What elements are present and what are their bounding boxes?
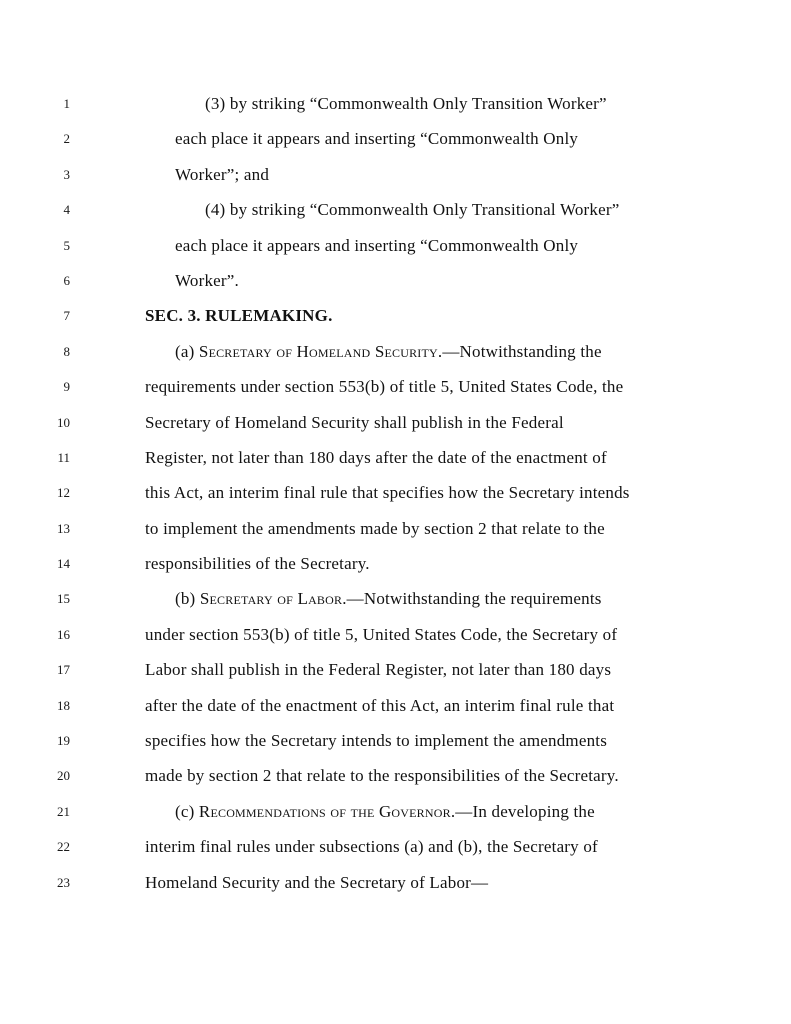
line-number: 10: [57, 414, 70, 430]
line-number: 23: [57, 874, 70, 890]
document-line: [0, 263, 791, 298]
bill-text-block: [0, 86, 791, 900]
text-segment-smallcaps: Secretary of Homeland Security: [198, 341, 438, 361]
line-text: [145, 758, 791, 793]
text-segment-normal: under section 553(b) of title 5, United States Code, the Secretary of: [145, 624, 618, 644]
text-segment-normal: .—Notwithstanding the: [437, 341, 602, 361]
text-segment-normal: interim final rules under subsections (a) and (b), the Secretary of: [145, 837, 598, 857]
line-number: 1: [63, 96, 70, 111]
line-number: 6: [63, 272, 70, 288]
text-segment-normal: Worker”.: [175, 270, 239, 290]
text-segment-normal: each place it appears and inserting “Commonwealth Only: [175, 235, 579, 255]
line-number: 4: [63, 202, 70, 218]
line-number: 12: [57, 485, 70, 501]
line-text: [145, 121, 791, 156]
line-number: 15: [57, 591, 70, 607]
text-segment-normal: requirements under section 553(b) of title 5, United States Code, the: [145, 377, 624, 397]
text-segment-normal: specifies how the Secretary intends to implement the amendments: [145, 731, 608, 751]
document-line: [0, 475, 791, 510]
text-segment-normal: .—Notwithstanding the requirements: [342, 589, 602, 609]
line-number: 16: [57, 626, 70, 642]
document-line: [0, 228, 791, 263]
text-segment-normal: Labor shall publish in the Federal Register, not later than 180 days: [145, 660, 612, 680]
text-segment-smallcaps: Secretary of Labor: [199, 589, 343, 609]
document-line: [0, 121, 791, 156]
line-text: [145, 263, 791, 298]
document-line: [0, 758, 791, 793]
line-text: [145, 794, 791, 829]
line-text: [145, 157, 791, 192]
line-text: [145, 440, 791, 475]
text-segment-normal: (3) by striking “Commonwealth Only Transition Worker”: [205, 94, 607, 113]
line-text: [145, 617, 791, 652]
document-line: [0, 794, 791, 829]
text-segment-normal: to implement the amendments made by section 2 that relate to the: [145, 518, 605, 538]
line-text: [145, 511, 791, 546]
line-text: [145, 652, 791, 687]
line-number: 8: [63, 343, 70, 359]
line-number: 7: [63, 308, 70, 324]
text-segment-normal: this Act, an interim final rule that specifies how the Secretary intends: [145, 483, 630, 503]
line-text: [145, 475, 791, 510]
document-line: [0, 865, 791, 900]
line-text: [145, 723, 791, 758]
line-text: [145, 298, 791, 333]
text-segment-normal: responsibilities of the Secretary.: [145, 554, 370, 574]
line-number: 21: [57, 803, 70, 819]
line-number: 20: [57, 768, 70, 784]
line-text: [145, 369, 791, 404]
line-text: [145, 192, 791, 227]
text-segment-normal: (b): [175, 589, 200, 609]
line-text: [145, 86, 791, 121]
document-line: [0, 192, 791, 227]
document-line: [0, 546, 791, 581]
document-line: [0, 581, 791, 616]
text-segment-normal: (4) by striking “Commonwealth Only Transitional Worker”: [205, 200, 620, 220]
line-number: 9: [63, 379, 70, 395]
document-line: [0, 511, 791, 546]
line-number: 11: [57, 449, 70, 465]
line-text: [145, 865, 791, 900]
text-segment-normal: Secretary of Homeland Security shall publish in the Federal: [145, 412, 564, 432]
document-line: [0, 405, 791, 440]
document-line: [0, 334, 791, 369]
document-line: [0, 617, 791, 652]
line-number: 17: [57, 662, 70, 678]
document-line: [0, 829, 791, 864]
text-segment-normal: made by section 2 that relate to the responsibilities of the Secretary.: [145, 766, 619, 786]
line-number: 13: [57, 520, 70, 536]
text-segment-normal: (c): [175, 801, 199, 821]
document-line: [0, 652, 791, 687]
document-line: [0, 86, 791, 121]
text-segment-normal: .—In developing the: [450, 801, 595, 821]
text-segment-normal: Worker”; and: [175, 164, 270, 184]
line-number: 2: [63, 131, 70, 147]
line-number: 19: [57, 733, 70, 749]
line-text: [145, 829, 791, 864]
line-number: 3: [63, 166, 70, 182]
document-line: [0, 688, 791, 723]
line-number: 14: [57, 556, 70, 572]
line-text: [145, 581, 791, 616]
text-segment-normal: Homeland Security and the Secretary of Labor—: [145, 872, 489, 892]
line-text: [145, 405, 791, 440]
document-line: [0, 440, 791, 475]
text-segment-normal: (a): [175, 341, 199, 361]
line-number: 22: [57, 839, 70, 855]
document-line: [0, 369, 791, 404]
text-segment-normal: each place it appears and inserting “Commonwealth Only: [175, 129, 579, 149]
document-line: [0, 723, 791, 758]
line-text: [145, 228, 791, 263]
line-text: [145, 546, 791, 581]
text-segment-normal: after the date of the enactment of this Act, an interim final rule that: [145, 695, 615, 715]
line-number: 18: [57, 697, 70, 713]
text-segment-smallcaps: Recommendations of the Governor: [198, 801, 451, 821]
document-line: [0, 157, 791, 192]
text-segment-normal: Register, not later than 180 days after the date of the enactment of: [145, 447, 607, 467]
line-number: 5: [63, 237, 70, 253]
document-line: [0, 298, 791, 333]
line-text: [145, 688, 791, 723]
line-text: [145, 334, 791, 369]
text-segment-bold: SEC. 3. RULEMAKING.: [145, 306, 333, 326]
